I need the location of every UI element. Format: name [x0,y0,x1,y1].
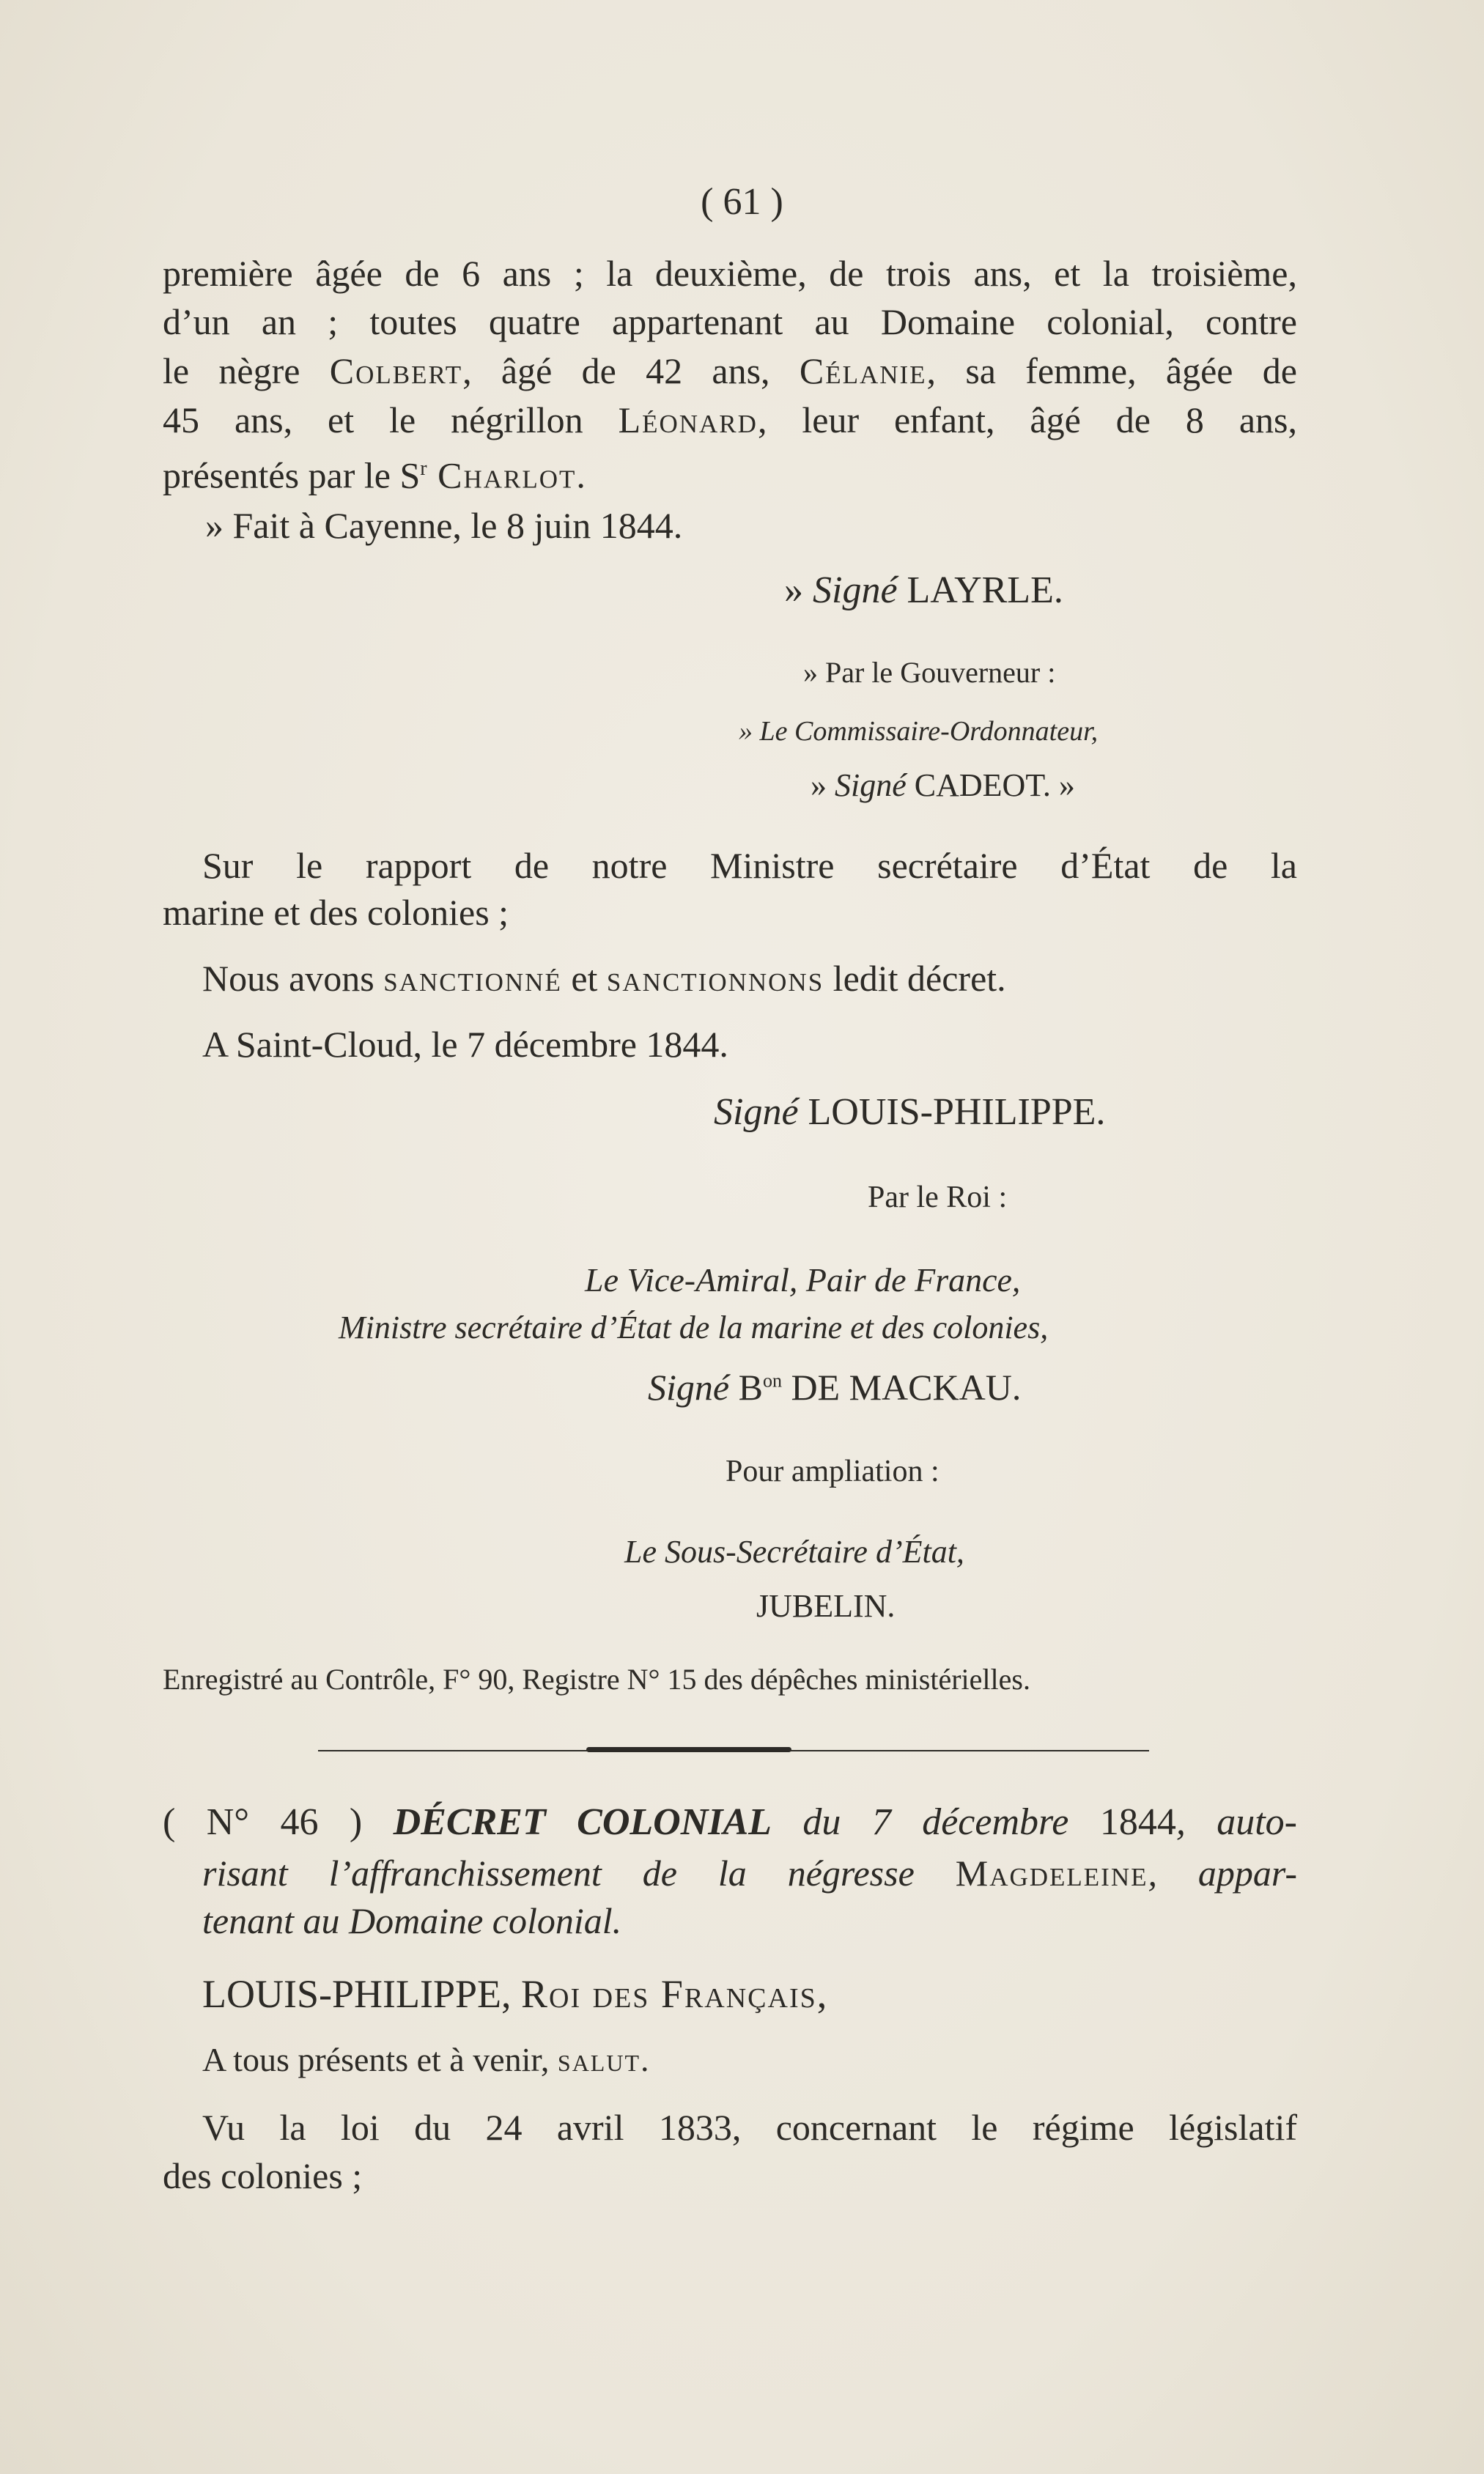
registration-note: Enregistré au Contrôle, F° 90, Registre N° 15 des dépêches ministérielles. [163,1663,1030,1696]
text-line: le nègre Colbert, âgé de 42 ans, Célanie, sa femme, âgée de [163,350,1297,391]
section-separator-center [586,1747,791,1752]
text-line: première âgée de 6 ans ; la deuxième, de trois ans, et la troisième, [163,253,1297,294]
pour-ampliation: Pour ampliation : [726,1455,940,1488]
king-title: LOUIS-PHILIPPE, Roi des Français, [202,1972,827,2016]
text-line: Sur le rapport de notre Ministre secrétaire d’État de la [202,845,1297,886]
signature-cadeot: » Signé CADEOT. » [811,767,1075,803]
signature-louis-philippe: Signé LOUIS-PHILIPPE. [714,1091,1106,1133]
text-line: A Saint-Cloud, le 7 décembre 1844. [202,1024,728,1065]
page-number: ( 61 ) [701,181,783,223]
text-line: d’un an ; toutes quatre appartenant au Domaine colonial, contre [163,301,1297,342]
ministre-title: Ministre secrétaire d’État de la marine et des colonies, [339,1310,1049,1345]
text-line: Vu la loi du 24 avril 1833, concernant le régime législatif [202,2107,1297,2148]
par-le-roi: Par le Roi : [868,1181,1008,1214]
vice-amiral: Le Vice-Amiral, Pair de France, [585,1261,1021,1299]
signature-mackau: Signé $B^{on}$ DE MACKAU. [648,1367,1022,1408]
decree-heading-line3: tenant au Domaine colonial. [202,1900,622,1941]
salut-line: A tous présents et à venir, salut. [202,2041,649,2078]
text-line: » Fait à Cayenne, le 8 juin 1844. [205,505,683,546]
par-le-gouverneur: » Par le Gouverneur : [803,656,1056,689]
text-line: 45 ans, et le négrillon Léonard, leur enfant, âgé de 8 ans, [163,399,1297,440]
signature-jubelin: JUBELIN. [756,1588,896,1624]
decree-heading-line2: risant l’affranchissement de la négresse Magdeleine, appar- [202,1853,1298,1894]
text-line: présentés par le $S^r$ Charlot. [163,454,586,496]
text-line: des colonies ; [163,2155,363,2196]
text-line: marine et des colonies ; [163,892,509,933]
commissaire-ordonnateur: » Le Commissaire-Ordonnateur, [739,716,1099,747]
text-line: Nous avons sanctionné et sanctionnons ledit décret. [202,958,1006,999]
sous-secretaire: Le Sous-Secrétaire d’État, [624,1534,964,1570]
decree-heading-line1: ( N° 46 ) DÉCRET COLONIAL du 7 décembre 1844, auto- [163,1801,1297,1843]
signature-layrle: » Signé LAYRLE. [784,569,1063,611]
